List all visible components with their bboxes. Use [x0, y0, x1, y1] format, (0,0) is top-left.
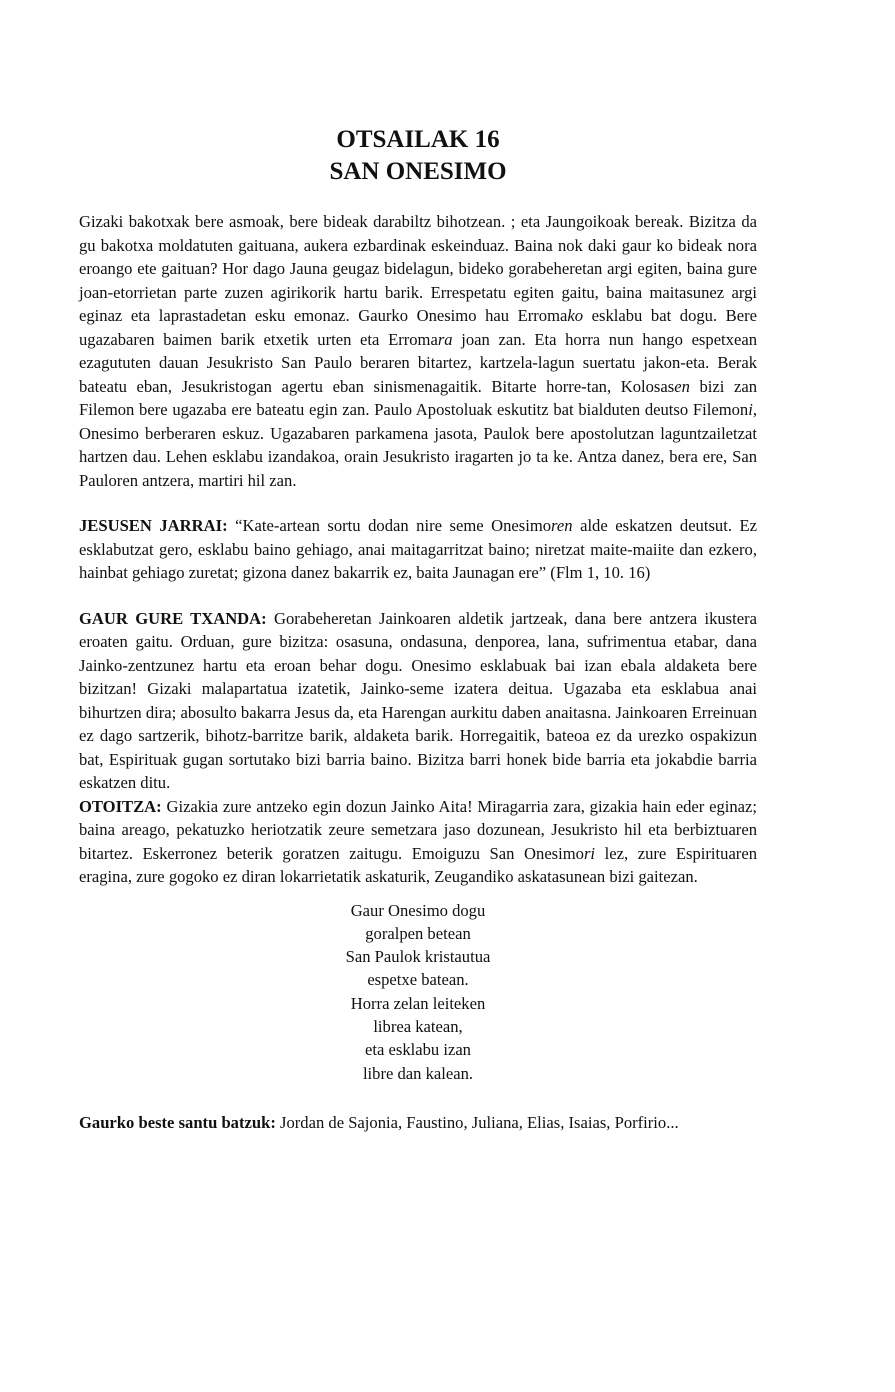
otoitza-italic: ri — [583, 843, 596, 863]
intro-italic-2: ra — [437, 329, 453, 349]
poem-line: goralpen betean — [365, 923, 471, 943]
other-saints-line — [79, 1111, 757, 1135]
otoitza-paragraph — [79, 795, 757, 889]
jesusen-text-1: “Kate-artean sortu dodan nire seme Onesimo — [227, 516, 552, 535]
otoitza-text-1: Gizakia zure antzeko egin dozun Jainko Aita! Miragarria zara, gizakia hain eder eginaz; baina areago, pekatuzko heriotzatik zeure semetzara jaso dozunean, Jesukristo hil eta berbiztuaren bitartez. Eskerronez beterik goratzen zaitugu. Emoiguzu San Onesimo — [79, 796, 757, 863]
intro-text-1: Gizaki bakotxak bere asmoak, bere bideak darabiltz bihotzean. ; eta Jaungoikoak bereak. Bizitza da gu bakotxa moldatuten gaituana, aukera ezbardinak eskeinduaz. Baina nok daki gaur ko bideak nora eroango ete gaituan? Hor dago Jauna geugaz bidelagun, bideko gorabeheretan argi egiten, baina gure joan-etorrietan parte zuzen agirikorik hartu barik. Errespetatu egiten gaitu, baina maitasunez argi eginaz eta laprastadetan esku emonaz. Gaurko Onesimo hau Erroma — [79, 212, 757, 325]
title-block — [79, 124, 757, 188]
poem-line: eta esklabu izan — [365, 1040, 471, 1060]
poem-block — [79, 899, 757, 1085]
intro-italic-3: en — [674, 376, 690, 396]
page-title-saint: SAN ONESIMO — [329, 158, 507, 185]
otoitza-text-2: lez, zure Espirituaren eragina, zure gogoko ez diran lokarrietatik askaturik, Zeugandiko askatasunean bizi gaitezan. — [79, 843, 757, 886]
otoitza-label: OTOITZA: — [79, 796, 162, 816]
spacer — [79, 585, 757, 607]
intro-text-5: , Onesimo berberaren eskuz. Ugazabaren parkamena jasota, Paulok bere apostolutzan laguntzailetzat hartzen dau. Lehen esklabu izandakoa, orain Jesukristo iragarten jo ta ke. Antza danez, bera ere, San Pauloren antzera, martiri hil zan. — [79, 400, 757, 490]
other-saints-text: Jordan de Sajonia, Faustino, Juliana, Elias, Isaias, Porfirio... — [275, 1112, 679, 1132]
intro-text-2: esklabu bat dogu. Bere ugazabaren baimen barik etxetik urten eta Erroma — [79, 306, 758, 349]
document-page — [79, 124, 757, 1151]
spacer — [79, 492, 757, 514]
poem-line: espetxe batean. — [367, 970, 469, 990]
poem-line: Horra zelan leiteken — [350, 993, 486, 1013]
poem-line: Gaur Onesimo dogu — [350, 900, 486, 920]
intro-italic-4: i — [748, 400, 753, 419]
jesusen-italic: ren — [551, 516, 573, 535]
intro-text-3: joan zan. Eta horra nun hango espetxean ezagututen dauan Jesukristo San Paulo beraren bitartez, kartzela-lagun suertatu jakon-eta. Berak bateatu eban, Jesukristogan agertu eban sinismenagaitik. Bitarte horre-tan, Kolosas — [79, 329, 757, 396]
jesusen-text-2: alde eskatzen deutsut. Ez esklabutzat gero, esklabu baino gehiago, anai maitagarritzat baino; niretzat maite-maiite dan ezkero, hainbat gehiago zuretat; gizona danez bakarrik ez, baita Jaunagan ere” (Flm 1, 10. 16) — [79, 516, 757, 582]
poem-line: San Paulok kristautua — [345, 947, 491, 967]
gaur-gure-txanda-label: GAUR GURE TXANDA: — [79, 608, 267, 628]
page-title-date: OTSAILAK 16 — [336, 126, 500, 153]
intro-italic-1: ko — [567, 306, 584, 325]
intro-text-4: bizi zan Filemon bere ugazaba ere bateatu egin zan. Paulo Apostoluak eskutitz bat bialduten deutso Filemon — [79, 376, 757, 419]
other-saints-label: Gaurko beste santu batzuk: — [79, 1112, 276, 1132]
gaur-gure-txanda-paragraph — [79, 607, 757, 795]
poem-line: librea katean, — [373, 1016, 463, 1036]
jesusen-jarrai-paragraph — [79, 514, 757, 585]
gaur-text: Gorabeheretan Jainkoaren aldetik jartzeak, dana bere antzera ikustera eroaten gaitu. Orduan, gure bizitza: osasuna, ondasuna, denporea, lana, sufrimentua etabar, dana Jainko-zentzunez hartu eta eroan behar dogu. Onesimo esklabuak bai izan ebala aldaketa bere bizitzan! Gizaki malapartatua izatetik, Jainko-seme izatera deitua. Ugazaba eta esklabua anai bihurtzen dira; abosulto bakarra Jesus da, eta Harengan aurkitu daben anaitasna. Jainkoaren Erreinuan ez dago sartzerik, bihotz-barritze barik, aldaketa barik. Horregaitik, bateoa ez da urezko ospakizun bat, Espirituak gugan sortutako bizi barria baino. Bizitza barri honek bide barria eta jokabdie barria eskatzen ditu. — [79, 608, 758, 792]
jesusen-jarrai-label: JESUSEN JARRAI: — [79, 516, 228, 535]
intro-paragraph — [79, 210, 757, 492]
poem-line: libre dan kalean. — [362, 1063, 474, 1083]
